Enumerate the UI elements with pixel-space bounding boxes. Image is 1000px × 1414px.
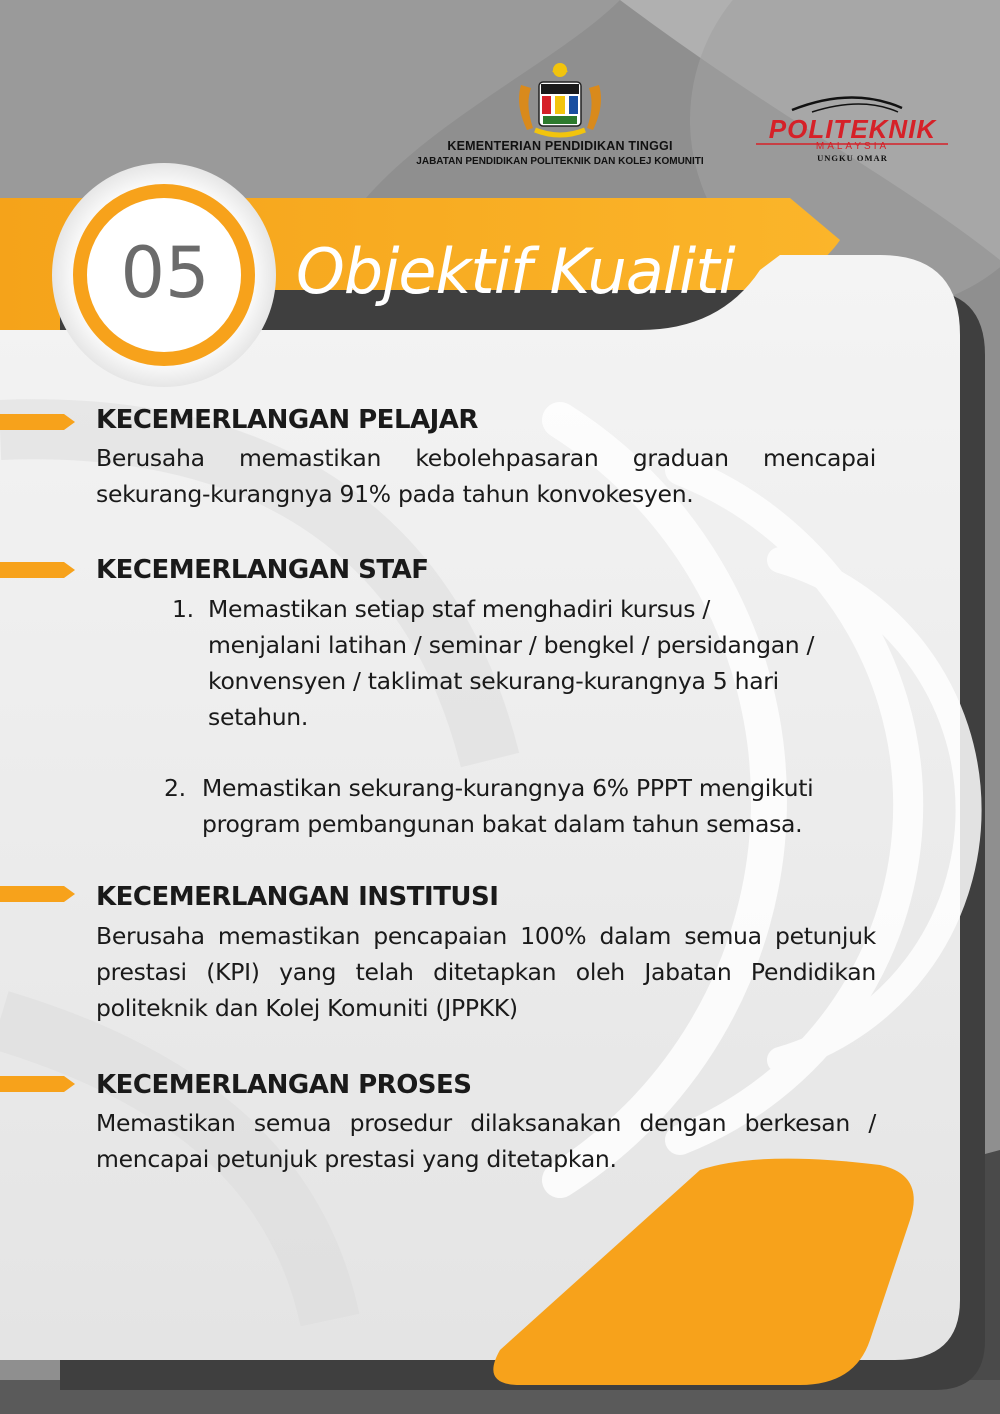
list-item-line: Memastikan sekurang-kurangnya 6% PPPT mengikuti bbox=[202, 774, 814, 802]
section-marker-arrow-icon bbox=[0, 1076, 75, 1092]
list-item bbox=[164, 770, 884, 850]
page-title: Objektif Kualiti bbox=[296, 235, 735, 308]
section-body-pelajar: Berusaha memastikan kebolehpasaran graduan mencapai sekurang-kurangnya 91% pada tahun konvokesyen. bbox=[96, 444, 876, 508]
list-item-number: 2. bbox=[164, 774, 186, 802]
list-item-line: konvensyen / taklimat sekurang-kurangnya 5 hari bbox=[208, 667, 779, 695]
section-heading-proses: KECEMERLANGAN PROSES bbox=[96, 1070, 472, 1100]
section-marker-arrow-icon bbox=[0, 414, 75, 430]
ministry-name: KEMENTERIAN PENDIDIKAN TINGGI bbox=[447, 139, 673, 153]
politeknik-logo-text: POLITEKNIK bbox=[768, 114, 937, 144]
list-item-line: setahun. bbox=[208, 703, 309, 731]
section-heading-institusi: KECEMERLANGAN INSTITUSI bbox=[96, 882, 499, 912]
politeknik-country-text: MALAYSIA bbox=[815, 141, 890, 152]
section-heading-staf: KECEMERLANGAN STAF bbox=[96, 555, 429, 585]
list-item-line: menjalani latihan / seminar / bengkel / persidangan / bbox=[208, 631, 815, 659]
section-marker-arrow-icon bbox=[0, 562, 75, 578]
list-item-number: 1. bbox=[172, 595, 194, 623]
section-marker-arrow-icon bbox=[0, 886, 75, 902]
section-body-institusi: Berusaha memastikan pencapaian 100% dalam semua petunjuk prestasi (KPI) yang telah ditetapkan oleh Jabatan Pendidikan politeknik dan Kolej Komuniti (JPPKK) bbox=[96, 922, 876, 1022]
section-heading-pelajar: KECEMERLANGAN PELAJAR bbox=[96, 405, 478, 435]
list-item-line: program pembangunan bakat dalam tahun semasa. bbox=[202, 810, 803, 838]
department-name: JABATAN PENDIDIKAN POLITEKNIK DAN KOLEJ KOMUNITI bbox=[416, 156, 704, 167]
section-number-badge: 05 bbox=[120, 232, 210, 314]
list-item-line: Memastikan setiap staf menghadiri kursus / bbox=[208, 595, 710, 623]
coat-of-arms-logo bbox=[511, 60, 609, 142]
section-body-proses: Memastikan semua prosedur dilaksanakan dengan berkesan / mencapai petunjuk prestasi yang ditetapkan. bbox=[96, 1109, 876, 1173]
politeknik-campus-text: UNGKU OMAR bbox=[817, 153, 888, 163]
list-item bbox=[172, 591, 892, 741]
